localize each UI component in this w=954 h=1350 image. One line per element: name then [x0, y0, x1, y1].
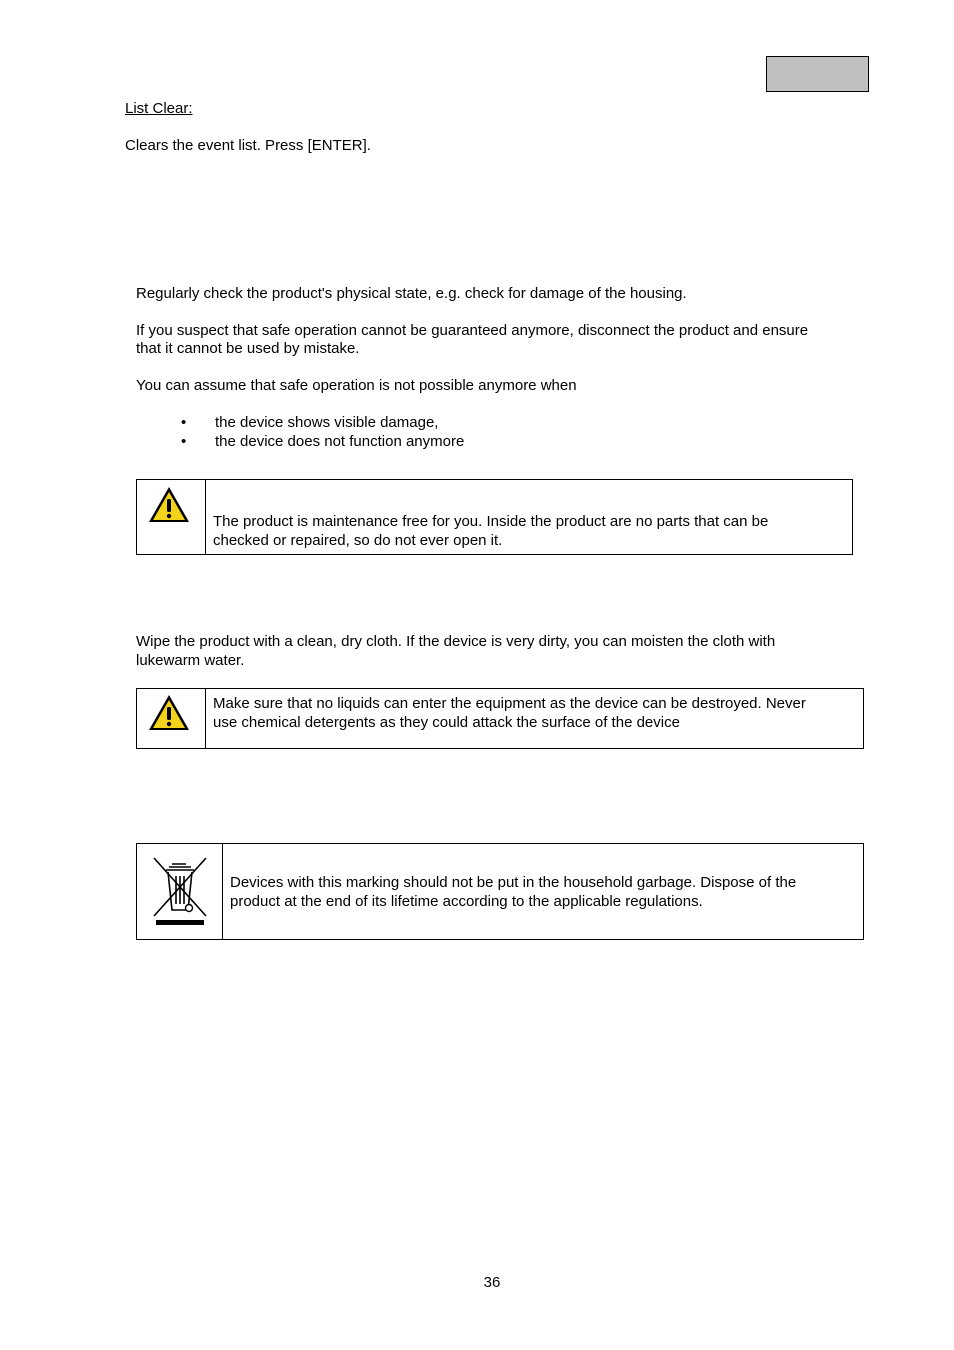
- cleaning-warning-box: [136, 688, 864, 749]
- maintenance-paragraph-1: Regularly check the product's physical state, e.g. check for damage of the housing.: [136, 285, 687, 302]
- weee-icon-cell: [137, 844, 223, 939]
- cleaning-warning-line-2: use chemical detergents as they could attack the surface of the device: [213, 714, 680, 731]
- disposal-line-1: Devices with this marking should not be put in the household garbage. Dispose of the: [230, 874, 797, 891]
- warning-triangle-icon: [147, 485, 191, 525]
- list-clear-description: Clears the event list. Press [ENTER].: [125, 137, 371, 154]
- warning-icon-cell: [137, 480, 206, 554]
- maintenance-warning-box: [136, 479, 853, 555]
- language-tab-box: [766, 56, 869, 92]
- maintenance-paragraph-2-line-2: that it cannot be used by mistake.: [136, 340, 360, 357]
- maintenance-paragraph-2-line-1: If you suspect that safe operation cannot be guaranteed anymore, disconnect the product and ensure: [136, 322, 809, 339]
- cleaning-warning-line-1: Make sure that no liquids can enter the equipment as the device can be destroyed. Never: [213, 695, 806, 712]
- list-item: • the device shows visible damage,: [180, 413, 464, 432]
- list-item: • the device does not function anymore: [180, 432, 464, 451]
- maintenance-paragraph-3: You can assume that safe operation is not possible anymore when: [136, 377, 577, 394]
- disposal-box: [136, 843, 864, 940]
- maintenance-warning-line-1: The product is maintenance free for you. Inside the product are no parts that can be: [213, 513, 769, 530]
- disposal-line-2: product at the end of its lifetime according to the applicable regulations.: [230, 893, 703, 910]
- cleaning-line-2: lukewarm water.: [136, 652, 245, 669]
- crossed-out-wheelie-bin-icon: [150, 856, 210, 926]
- unsafe-conditions-list: [180, 413, 464, 451]
- warning-triangle-icon: [147, 693, 191, 733]
- warning-icon-cell: [137, 689, 206, 748]
- cleaning-line-1: Wipe the product with a clean, dry cloth. If the device is very dirty, you can moisten the cloth with: [136, 633, 776, 650]
- page-number: 36: [483, 1274, 501, 1291]
- list-clear-heading: List Clear:: [125, 100, 193, 117]
- maintenance-warning-line-2: checked or repaired, so do not ever open it.: [213, 532, 503, 549]
